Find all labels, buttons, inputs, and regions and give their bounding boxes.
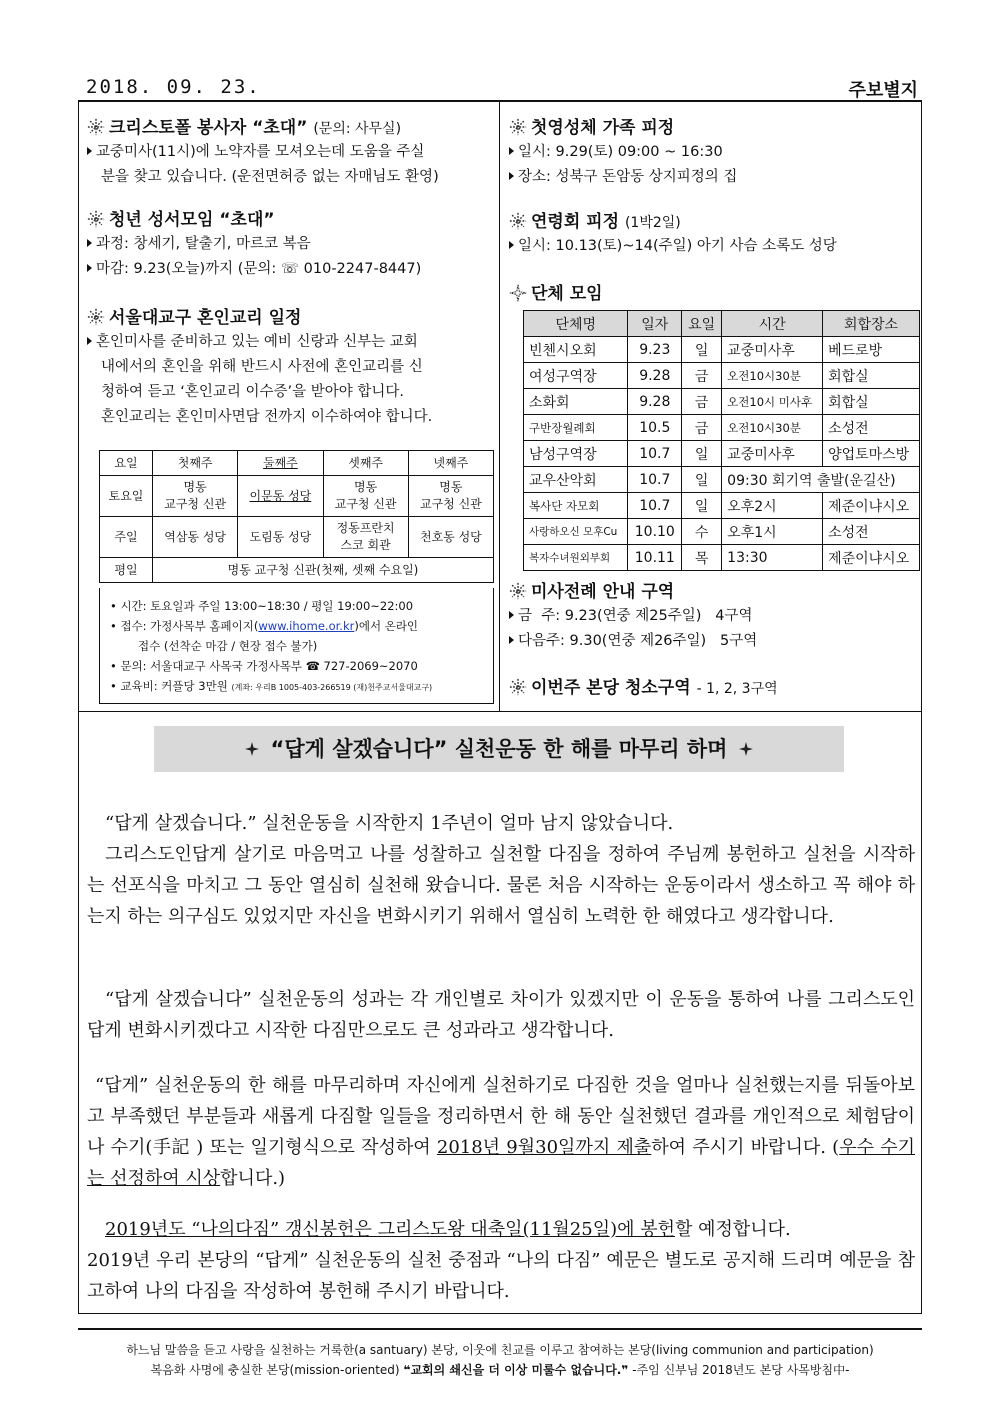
table-cell: 일 <box>682 441 722 467</box>
page-footer <box>78 1328 922 1380</box>
table-cell: 명동 교구청 신관 <box>323 476 408 517</box>
table-row <box>524 441 920 467</box>
bullet-icon <box>87 337 92 345</box>
bulletin-label: 주보별지 <box>848 80 918 101</box>
article-banner <box>154 726 844 772</box>
table-cell: 오후2시 <box>722 493 823 519</box>
cross-icon <box>245 742 259 756</box>
sparkle-icon <box>509 284 527 302</box>
table-cell: 복자수녀원외부회 <box>524 545 628 571</box>
table-row <box>524 467 920 493</box>
table-cell: 목 <box>682 545 722 571</box>
table-header: 첫째주 <box>153 451 238 476</box>
table-cell: 오전10시 미사후 <box>722 389 823 415</box>
table-cell: 명동 교구청 신관(첫째, 셋째 수요일) <box>153 558 494 583</box>
table-header: 요일 <box>682 311 722 337</box>
section-title: 연령회 피정 <box>531 212 620 232</box>
table-row <box>524 337 920 363</box>
table-cell: 복사단 자모회 <box>524 493 628 519</box>
notice-line: 장소: 성북구 돈암동 상지피정의 집 <box>518 169 738 185</box>
table-cell: 명동 교구청 신관 <box>153 476 238 517</box>
notice-line: 금 주: 9.23(연중 제25주일) 4구역 <box>518 608 753 624</box>
table-cell: 10.7 <box>628 493 682 519</box>
note-line: • 시간: 토요일과 주일 13:00~18:30 / 평일 19:00~22:00 <box>110 599 414 613</box>
bullet-icon <box>87 239 92 247</box>
marriage-section <box>87 306 432 430</box>
notice-line: 일시: 10.13(토)~14(주일) 아기 사슴 소록도 성당 <box>518 238 837 254</box>
bullet-icon <box>509 241 514 249</box>
star-mark-icon <box>87 210 105 228</box>
youth-section <box>87 208 421 282</box>
table-cell: 일 <box>682 493 722 519</box>
notice-line: 청하여 듣고 ‘혼인교리 이수증’을 받아야 합니다. <box>101 384 405 400</box>
cross-icon <box>739 742 753 756</box>
article-paragraph: “답게 살겠습니다” 실천운동의 성과는 각 개인별로 차이가 있겠지만 이 운동을 통하여 나를 그리스도인답게 변화시키겠다고 시작한 다짐만으로도 큰 성과라고 생각합니다. <box>87 989 915 1041</box>
footer-line: 복음화 사명에 충실한 본당(mission-oriented) ❝교회의 쇄신을 더 이상 미룰수 없습니다.❞ -주임 신부님 2018년도 본당 사목방침中- <box>150 1363 850 1377</box>
table-row <box>524 519 920 545</box>
table-cell: 10.7 <box>628 467 682 493</box>
article-title: “답게 살겠습니다” 실천운동 한 해를 마무리 하며 <box>270 737 728 761</box>
article-paragraph: “답게” 실천운동의 한 해를 마무리하며 자신에게 실천하기로 다짐한 것을 얼마나 실천했는지를 뒤돌아보고 부족했던 부분들과 새롭게 다짐할 일들을 정리하면서 한 해 동안 실천했던 결과를 개인적으로 체험담이나 수기(手記 ) 또는 일기형식으로 작성하여 2018년 9월30일까지 제출하여 주시기 바랍니다. (우수 수기는 선정하여 시상합니다.) <box>87 1075 916 1189</box>
table-header-row <box>100 451 494 476</box>
table-cell: 10.7 <box>628 441 682 467</box>
table-cell: 천호동 성당 <box>408 517 493 558</box>
table-header: 넷째주 <box>408 451 493 476</box>
table-cell: 빈첸시오회 <box>524 337 628 363</box>
article-paragraph: “답게 살겠습니다.” 실천운동을 시작한지 1주년이 얼마 남지 않았습니다. <box>105 813 674 834</box>
article-paragraph: 2019년도 “나의다짐” 갱신봉헌은 그리스도왕 대축일(11월25일)에 봉헌할 예정합니다. <box>105 1219 791 1240</box>
christopher-section <box>87 116 439 190</box>
table-cell: 오전10시30분 <box>722 363 823 389</box>
table-header: 요일 <box>100 451 153 476</box>
section-title: 첫영성체 가족 피정 <box>531 118 675 138</box>
note-line: 접수 (선착순 마감 / 현장 접수 불가) <box>138 639 318 653</box>
table-cell: 제준이냐시오 <box>823 545 920 571</box>
notice-line: 다음주: 9.30(연중 제26주일) 5구역 <box>518 633 758 649</box>
table-cell: 10.11 <box>628 545 682 571</box>
table-cell: 오후1시 <box>722 519 823 545</box>
notice-line: 혼인미사를 준비하고 있는 예비 신랑과 신부는 교회 <box>96 334 418 350</box>
table-header: 둘째주 <box>238 451 323 476</box>
footer-line: 하느님 말씀을 듣고 사랑을 실천하는 거룩한(a santuary) 본당, 이웃에 친교를 이루고 참여하는 본당(living communion and participation) <box>126 1343 874 1357</box>
table-cell: 주일 <box>100 517 153 558</box>
article-body <box>87 1214 915 1307</box>
article-body <box>87 808 915 932</box>
bullet-icon <box>509 611 514 619</box>
table-cell: 일 <box>682 467 722 493</box>
table-cell: 교중미사후 <box>722 441 823 467</box>
note-line: • 교육비: 커플당 3만원 (계좌: 우리B 1005-403-266519 (재)천주교서울대교구) <box>110 679 433 693</box>
groups-section <box>509 282 603 306</box>
bulletin-date: 2018. 09. 23. <box>86 76 261 98</box>
table-cell: 도림동 성당 <box>238 517 323 558</box>
table-row <box>524 389 920 415</box>
notice-line: 과정: 창세기, 탈출기, 마르코 복음 <box>96 236 311 252</box>
notice-line: 일시: 9.29(토) 09:00 ~ 16:30 <box>518 144 723 160</box>
table-cell: 정동프란치 스코 회관 <box>323 517 408 558</box>
cleaning-section <box>509 676 778 700</box>
table-cell: 교중미사후 <box>722 337 823 363</box>
notice-box <box>78 102 922 712</box>
table-row <box>524 415 920 441</box>
article-paragraph: 2019년 우리 본당의 “답게” 실천운동의 실천 중점과 “나의 다짐” 예문은 별도로 공지해 드리며 예문을 참고하여 나의 다짐을 작성하여 봉헌해 주시기 바랍니다. <box>87 1250 915 1302</box>
table-cell: 역삼동 성당 <box>153 517 238 558</box>
table-header: 단체명 <box>524 311 628 337</box>
federation-section <box>509 210 837 259</box>
bullet-icon <box>509 147 514 155</box>
table-cell: 10.5 <box>628 415 682 441</box>
table-cell: 09:30 회기역 출발(운길산) <box>722 467 920 493</box>
table-cell: 구반장월례회 <box>524 415 628 441</box>
table-cell: 회합실 <box>823 363 920 389</box>
section-title: 미사전례 안내 구역 <box>531 582 675 602</box>
table-cell: 수 <box>682 519 722 545</box>
table-header: 셋째주 <box>323 451 408 476</box>
bullet-icon <box>87 147 92 155</box>
table-cell: 9.28 <box>628 363 682 389</box>
dedication-emphasis: 2019년도 “나의다짐” 갱신봉헌은 그리스도왕 대축일(11월25일)에 봉헌 <box>105 1219 675 1240</box>
note-line: • 접수: 가정사목부 홈페이지(www.ihome.or.kr)에서 온라인 <box>110 619 419 633</box>
table-cell: 금 <box>682 389 722 415</box>
table-row <box>524 363 920 389</box>
award-emphasis: 우수 수기는 선정하여 시상 <box>87 1137 916 1189</box>
star-mark-icon <box>509 582 527 600</box>
table-cell: 여성구역장 <box>524 363 628 389</box>
table-cell: 소화회 <box>524 389 628 415</box>
table-header: 일자 <box>628 311 682 337</box>
article-box <box>78 712 922 1314</box>
article-paragraph: 그리스도인답게 살기로 마음먹고 나를 성찰하고 실천할 다짐을 정하여 주님께 봉헌하고 실천을 시작하는 선포식을 마치고 그 동안 열심히 실천해 왔습니다. 물론 처음 시작하는 운동이라서 생소하고 꼭 해야 하는지 하는 의구심도 있었지만 자신을 변화시키기 위해서 열심히 노력한 한 해였다고 생각합니다. <box>87 844 915 927</box>
section-contact: (문의: 사무실) <box>313 121 402 137</box>
bullet-icon <box>509 172 514 180</box>
notice-line: 분을 찾고 있습니다. (운전면허증 없는 자매님도 환영) <box>101 169 439 185</box>
table-cell: 일 <box>682 337 722 363</box>
table-cell: 베드로방 <box>823 337 920 363</box>
bullet-icon <box>87 264 92 272</box>
table-cell: 이문동 성당 <box>238 476 323 517</box>
marriage-notes <box>99 588 494 704</box>
notice-line: 혼인교리는 혼인미사면담 전까지 이수하여야 합니다. <box>101 409 433 425</box>
star-mark-icon <box>509 678 527 696</box>
page-header <box>78 74 922 102</box>
table-cell: 금 <box>682 363 722 389</box>
notice-line: 내에서의 혼인을 위해 반드시 사전에 혼인교리를 신 <box>101 359 423 375</box>
table-cell: 평일 <box>100 558 153 583</box>
section-title: 이번주 본당 청소구역 <box>531 678 691 698</box>
table-cell: 교우산악회 <box>524 467 628 493</box>
table-header-row <box>524 311 920 337</box>
star-mark-icon <box>509 118 527 136</box>
table-cell: 소성전 <box>823 415 920 441</box>
table-cell: 회합실 <box>823 389 920 415</box>
star-mark-icon <box>87 308 105 326</box>
table-row <box>100 558 494 583</box>
star-mark-icon <box>509 212 527 230</box>
column-divider <box>499 102 500 712</box>
table-cell: 10.10 <box>628 519 682 545</box>
table-cell: 양업토마스방 <box>823 441 920 467</box>
table-cell: 13:30 <box>722 545 823 571</box>
marriage-schedule-table <box>99 450 494 583</box>
article-body <box>87 1070 915 1194</box>
homepage-link[interactable]: www.ihome.or.kr <box>258 619 355 633</box>
table-row <box>100 517 494 558</box>
section-title: 청년 성서모임 “초대” <box>109 210 275 230</box>
notice-line: 마감: 9.23(오늘)까지 (문의: ☏ 010-2247-8447) <box>96 261 422 277</box>
groups-table <box>523 310 920 571</box>
table-row <box>100 476 494 517</box>
section-subtitle: (1박2일) <box>624 215 681 231</box>
table-cell: 토요일 <box>100 476 153 517</box>
table-cell: 명동 교구청 신관 <box>408 476 493 517</box>
section-title: 단체 모임 <box>531 284 603 304</box>
table-cell: 오전10시30분 <box>722 415 823 441</box>
table-row <box>524 493 920 519</box>
mass-section <box>509 580 757 654</box>
bullet-icon <box>509 636 514 644</box>
note-line: • 문의: 서울대교구 사목국 가정사목부 ☎ 727-2069~2070 <box>110 659 418 673</box>
table-cell: 사랑하오신 모후Cu <box>524 519 628 545</box>
section-title: 서울대교구 혼인교리 일정 <box>109 308 302 328</box>
star-mark-icon <box>87 118 105 136</box>
table-cell: 9.28 <box>628 389 682 415</box>
article-body <box>87 984 915 1046</box>
section-title: 크리스토폴 봉사자 “초대” <box>109 118 308 138</box>
table-header: 시간 <box>722 311 823 337</box>
cleaning-areas: - 1, 2, 3구역 <box>696 681 778 697</box>
table-row <box>524 545 920 571</box>
table-cell: 남성구역장 <box>524 441 628 467</box>
deadline-emphasis: 2018년 9월30일까지 제출 <box>436 1137 652 1158</box>
table-cell: 금 <box>682 415 722 441</box>
table-header: 회합장소 <box>823 311 920 337</box>
table-cell: 제준이냐시오 <box>823 493 920 519</box>
notice-line: 교중미사(11시)에 노약자를 모셔오는데 도움을 주실 <box>96 144 425 160</box>
table-cell: 소성전 <box>823 519 920 545</box>
table-cell: 9.23 <box>628 337 682 363</box>
communion-section <box>509 116 737 190</box>
